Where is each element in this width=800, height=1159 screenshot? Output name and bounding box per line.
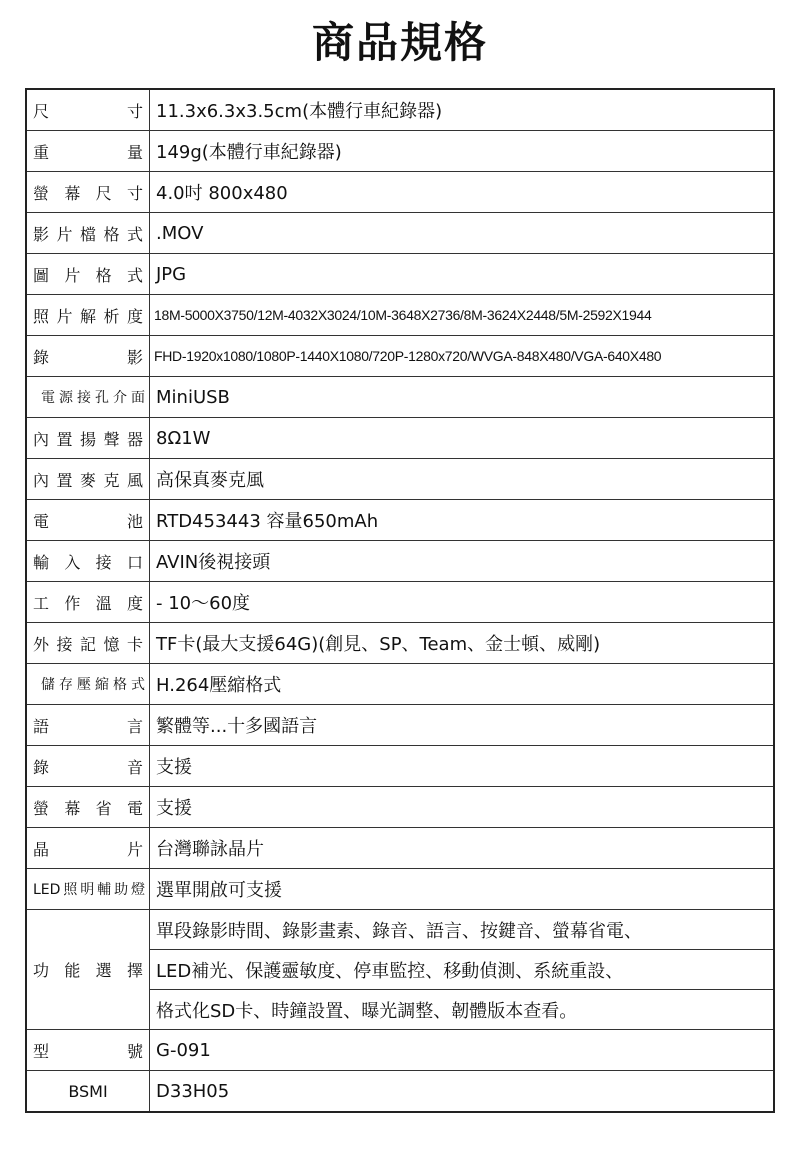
spec-value: 4.0吋 800x480	[150, 172, 775, 213]
spec-label: 晶片	[26, 828, 150, 869]
spec-label: LED照明輔助燈	[26, 869, 150, 910]
spec-value: 149g(本體行車紀錄器)	[150, 131, 775, 172]
spec-row-screen-saver	[26, 787, 774, 828]
spec-label: 重量	[26, 131, 150, 172]
spec-value: 高保真麥克風	[150, 459, 775, 500]
spec-label: 語言	[26, 705, 150, 746]
spec-value: H.264壓縮格式	[150, 664, 775, 705]
spec-row-image-format	[26, 254, 774, 295]
spec-label: 工作溫度	[26, 582, 150, 623]
spec-row-screen-size	[26, 172, 774, 213]
spec-row-size	[26, 89, 774, 131]
spec-value: - 10～60度	[150, 582, 775, 623]
spec-value: RTD453443 容量650mAh	[150, 500, 775, 541]
spec-row-recording	[26, 336, 774, 377]
spec-row-functions	[26, 910, 774, 950]
spec-value: TF卡(最大支援64G)(創見、SP、Team、金士頓、威剛)	[150, 623, 775, 664]
spec-label: BSMI	[26, 1071, 150, 1113]
spec-row-temperature	[26, 582, 774, 623]
spec-row-model	[26, 1030, 774, 1071]
spec-value: AVIN後視接頭	[150, 541, 775, 582]
spec-row-photo-resolution	[26, 295, 774, 336]
spec-row-audio	[26, 746, 774, 787]
function-line: LED補光、保護靈敏度、停車監控、移動偵測、系統重設、	[150, 950, 775, 990]
spec-label: 錄影	[26, 336, 150, 377]
spec-value: G-091	[150, 1030, 775, 1071]
spec-row-input	[26, 541, 774, 582]
spec-row-battery	[26, 500, 774, 541]
function-line: 格式化SD卡、時鐘設置、曝光調整、韌體版本查看。	[150, 990, 775, 1030]
spec-table	[25, 88, 775, 1113]
spec-row-compression	[26, 664, 774, 705]
spec-row-memory-card	[26, 623, 774, 664]
spec-value: .MOV	[150, 213, 775, 254]
spec-label: 圖片格式	[26, 254, 150, 295]
function-line: 單段錄影時間、錄影畫素、錄音、語言、按鍵音、螢幕省電、	[150, 910, 775, 950]
spec-label: 影片檔格式	[26, 213, 150, 254]
spec-value: 11.3x6.3x3.5cm(本體行車紀錄器)	[150, 89, 775, 131]
spec-row-speaker	[26, 418, 774, 459]
spec-label: 輸入接口	[26, 541, 150, 582]
spec-row-chip	[26, 828, 774, 869]
spec-value: 台灣聯詠晶片	[150, 828, 775, 869]
spec-label: 照片解析度	[26, 295, 150, 336]
spec-value: 18M-5000X3750/12M-4032X3024/10M-3648X2736/8M-3624X2448/5M-2592X1944	[150, 295, 775, 336]
spec-value: JPG	[150, 254, 775, 295]
spec-value: 繁體等...十多國語言	[150, 705, 775, 746]
page-title: 商品規格	[311, 18, 488, 67]
spec-label: 螢幕省電	[26, 787, 150, 828]
spec-value: FHD-1920x1080/1080P-1440X1080/720P-1280x720/WVGA-848X480/VGA-640X480	[150, 336, 775, 377]
spec-label: 尺寸	[26, 89, 150, 131]
spec-label: 螢幕尺寸	[26, 172, 150, 213]
spec-label: 儲存壓縮格式	[26, 664, 150, 705]
spec-row-led	[26, 869, 774, 910]
spec-row-microphone	[26, 459, 774, 500]
spec-value: MiniUSB	[150, 377, 775, 418]
spec-label: 功能選擇	[26, 910, 150, 1030]
spec-row-language	[26, 705, 774, 746]
spec-value: 選單開啟可支援	[150, 869, 775, 910]
spec-value: 支援	[150, 787, 775, 828]
spec-label: 電源接孔介面	[26, 377, 150, 418]
spec-label: 錄音	[26, 746, 150, 787]
spec-value: D33H05	[150, 1071, 775, 1113]
spec-label: 型號	[26, 1030, 150, 1071]
spec-row-bsmi	[26, 1071, 774, 1113]
spec-row-video-format	[26, 213, 774, 254]
spec-label: 電池	[26, 500, 150, 541]
spec-label: 內置揚聲器	[26, 418, 150, 459]
spec-value: 支援	[150, 746, 775, 787]
spec-value: 8Ω1W	[150, 418, 775, 459]
spec-label: 內置麥克風	[26, 459, 150, 500]
spec-row-power-interface	[26, 377, 774, 418]
spec-label: 外接記憶卡	[26, 623, 150, 664]
spec-row-weight	[26, 131, 774, 172]
